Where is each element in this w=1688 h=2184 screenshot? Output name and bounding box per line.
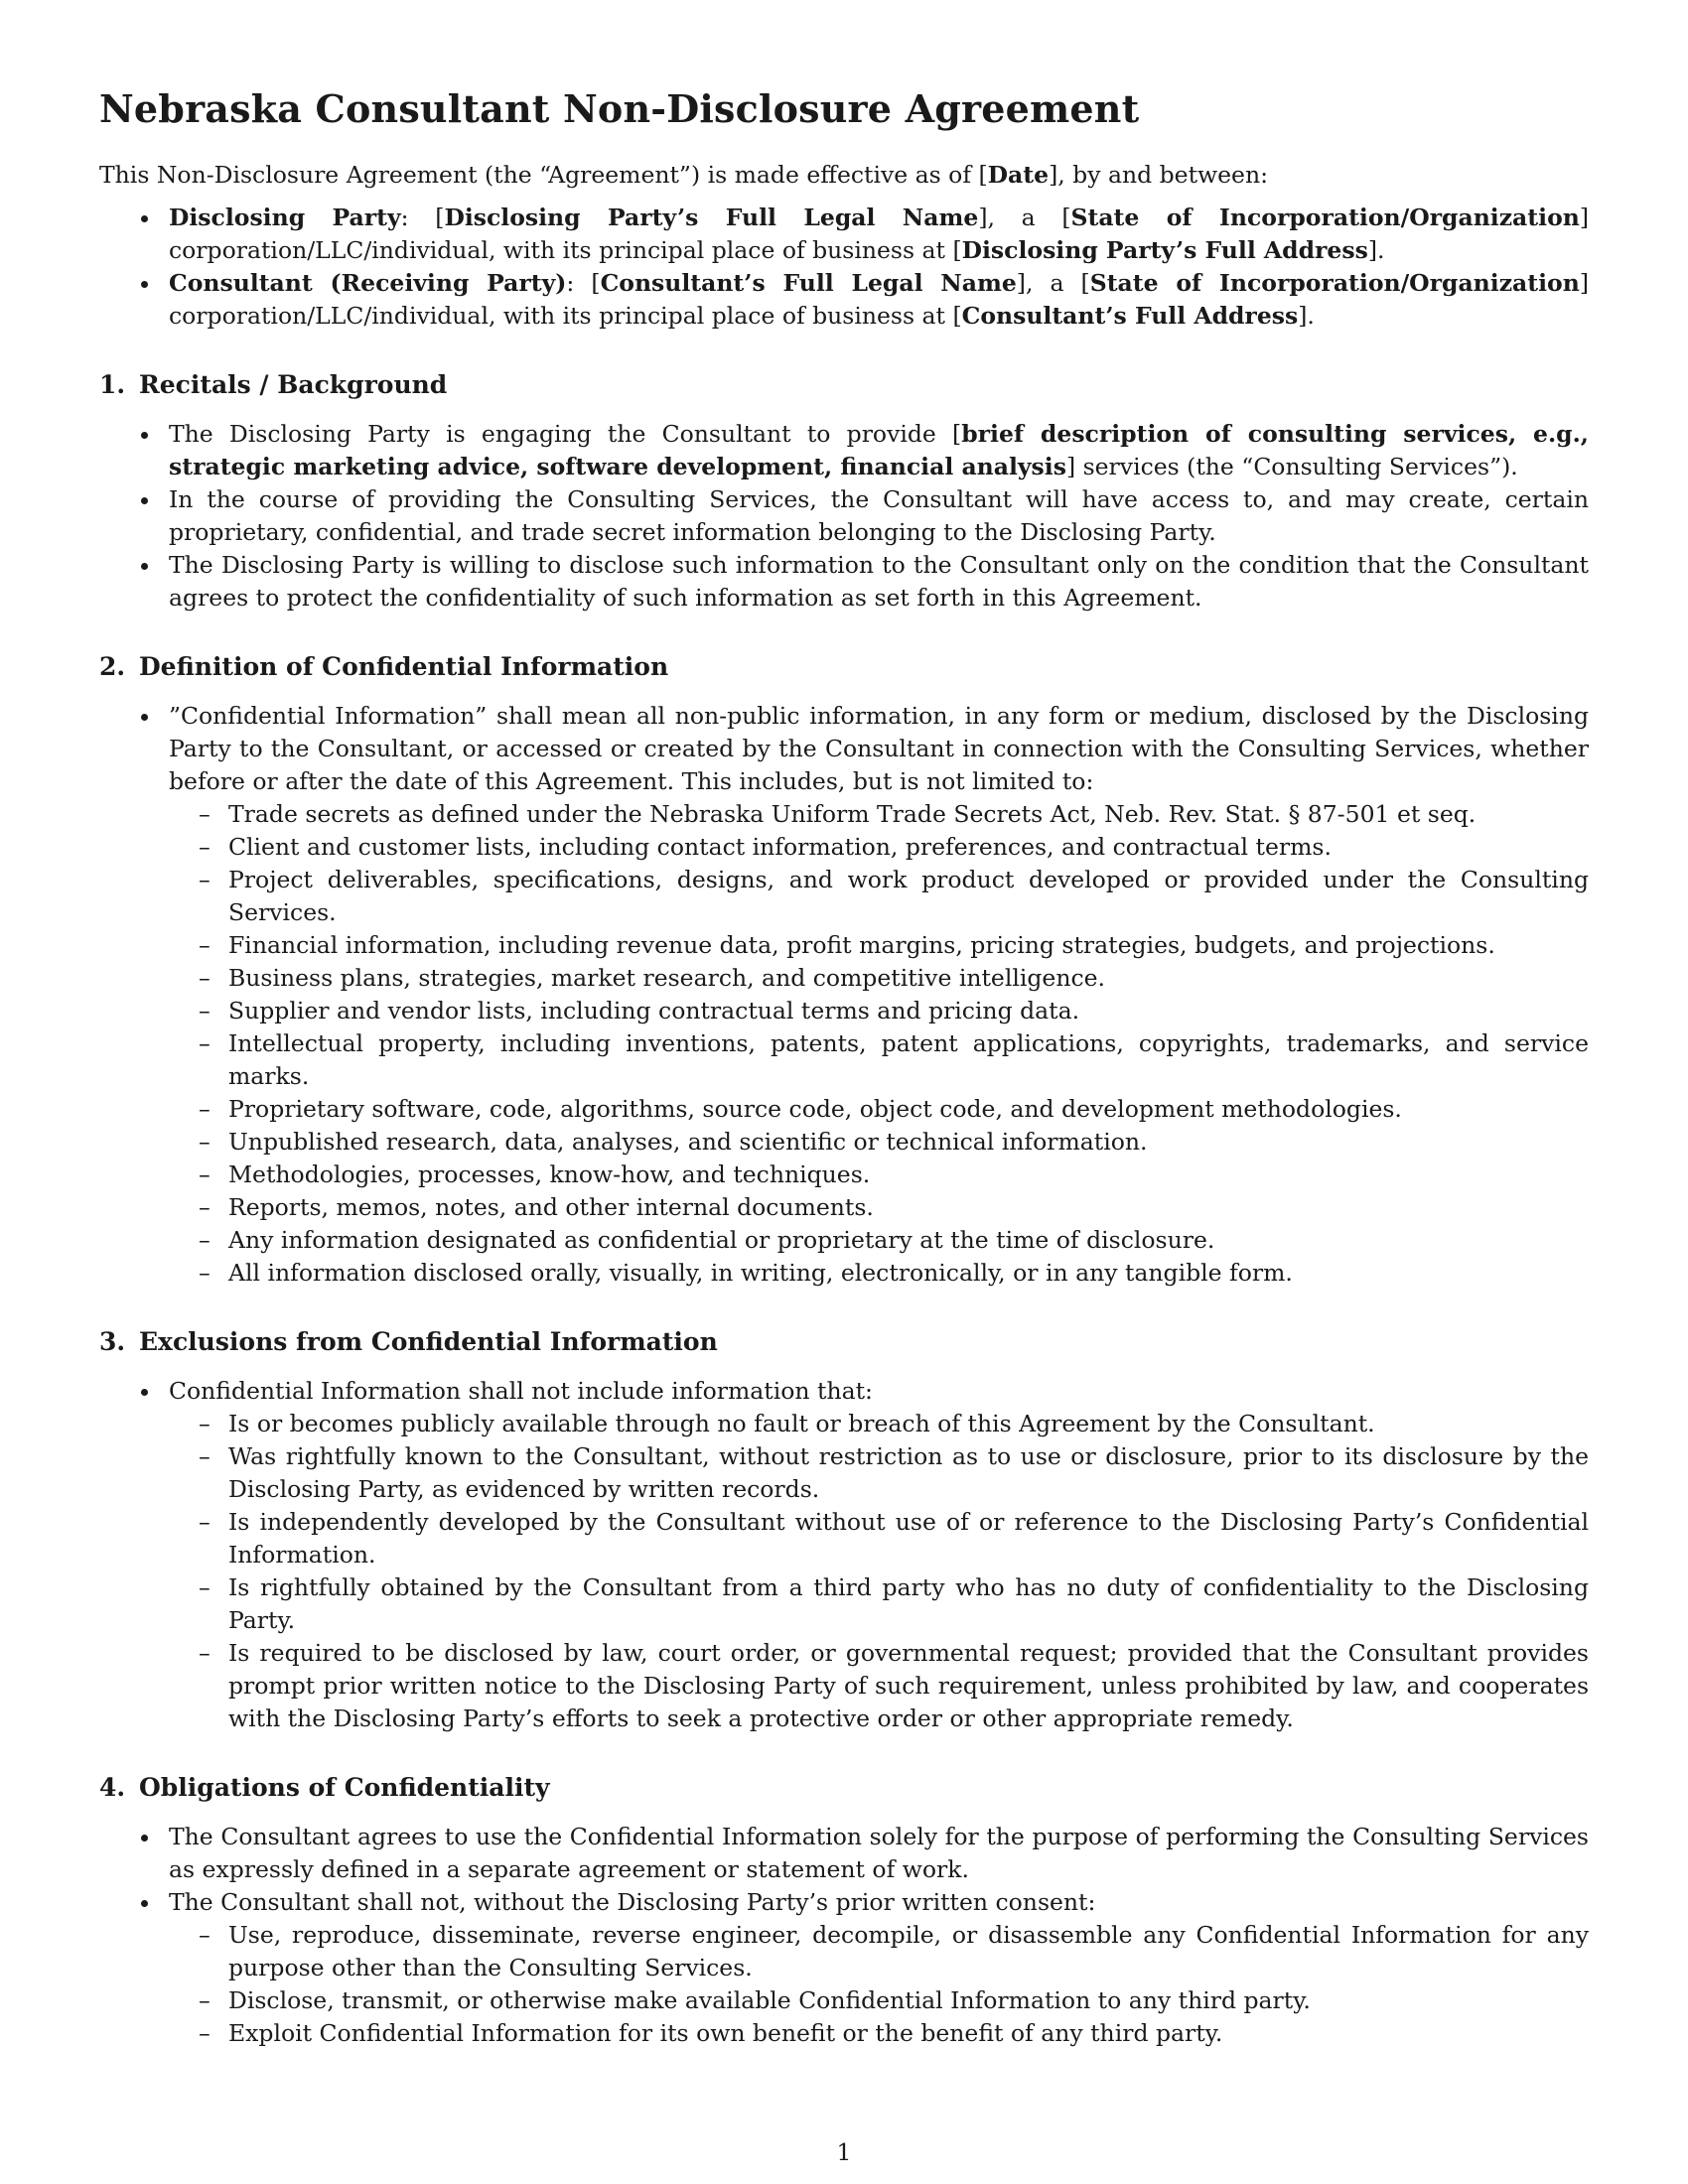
section-heading-exclusions [99, 1325, 1589, 1359]
party-name-placeholder: Consultant’s Full Legal Name [600, 269, 1017, 297]
list-item: In the course of providing the Consulting Services, the Consultant will have access to, and may create, certain proprietary, confidential, and trade secret information belonging to the Disclosing Party. [99, 483, 1589, 549]
party-label: Disclosing Party [169, 204, 401, 231]
sub-list-item: – Proprietary software, code, algorithms, source code, object code, and development methodologies. [169, 1093, 1589, 1126]
document-title: Nebraska Consultant Non-Disclosure Agreement [99, 86, 1140, 131]
party-consultant [99, 267, 1589, 333]
sub-list-item: – Was rightfully known to the Consultant, without restriction as to use or disclosure, prior to its disclosure by the Disclosing Party, as evidenced by written records. [169, 1440, 1589, 1506]
sub-list-item: – Financial information, including revenue data, profit margins, pricing strategies, budgets, and projections. [169, 929, 1589, 962]
intro-text: This Non-Disclosure Agreement (the “Agreement”) is made effective as of [ [99, 161, 988, 189]
list-item [99, 418, 1589, 483]
sub-list-item: – Is required to be disclosed by law, court order, or governmental request; provided that the Consultant provides prompt prior written notice to the Disclosing Party of such requirement, unless prohibited by law, and cooperates with the Disclosing Party’s efforts to seek a protective order or other appropriate remedy. [169, 1637, 1589, 1735]
party-text: : [ [400, 204, 445, 231]
sub-list-item: – Project deliverables, specifications, designs, and work product developed or provided under the Consulting Services. [169, 864, 1589, 929]
item-text: The Disclosing Party is engaging the Consultant to provide [ [169, 420, 962, 448]
obligations-sublist [169, 1919, 1589, 2050]
definition-sublist [169, 798, 1589, 1290]
item-text: ] services (the “Consulting Services”). [1065, 453, 1518, 480]
sub-list-item: – Intellectual property, including inventions, patents, patent applications, copyrights, trademarks, and service marks. [169, 1027, 1589, 1093]
sub-list-item: – Trade secrets as defined under the Nebraska Uniform Trade Secrets Act, Neb. Rev. Stat. § 87-501 et seq. [169, 798, 1589, 831]
sub-list-item: – Supplier and vendor lists, including contractual terms and pricing data. [169, 995, 1589, 1027]
section-heading-recitals [99, 368, 1589, 402]
party-text: ], a [ [978, 204, 1071, 231]
sub-list-item: – Reports, memos, notes, and other internal documents. [169, 1191, 1589, 1224]
section-title: Obligations of Confidentiality [139, 1773, 550, 1802]
party-text: : [ [566, 269, 601, 297]
list-item: The Consultant agrees to use the Confidential Information solely for the purpose of performing the Consulting Services as expressly defined in a separate agreement or statement of work. [99, 1821, 1589, 1886]
party-text: ]. [1298, 302, 1315, 330]
sub-list-item: – Exploit Confidential Information for its own benefit or the benefit of any third party. [169, 2017, 1589, 2050]
sub-list-item: – Business plans, strategies, market research, and competitive intelligence. [169, 962, 1589, 995]
section-title: Exclusions from Confidential Information [139, 1327, 718, 1356]
recitals-list [99, 418, 1589, 614]
section-title: Recitals / Background [139, 370, 448, 399]
definition-lead: ”Confidential Information” shall mean all non-public information, in any form or medium, disclosed by the Disclosing Party to the Consultant, or accessed or created by the Consultant in connection with the Consulting Services, whether before or after the date of this Agreement. This includes, but is not limited to: [169, 702, 1589, 795]
sub-list-item: – All information disclosed orally, visually, in writing, electronically, or in any tangible form. [169, 1257, 1589, 1290]
section-number: 4. [99, 1773, 126, 1802]
section-number: 2. [99, 652, 126, 681]
list-item: The Disclosing Party is willing to disclose such information to the Consultant only on the condition that the Consultant agrees to protect the confidentiality of such information as set forth in this Agreement. [99, 549, 1589, 614]
sub-list-item: – Any information designated as confidential or proprietary at the time of disclosure. [169, 1224, 1589, 1257]
party-label: Consultant (Receiving Party) [169, 269, 567, 297]
intro-paragraph [99, 159, 1589, 192]
party-text: ]. [1367, 236, 1385, 264]
party-state-placeholder: State of Incorporation/Organization [1070, 204, 1580, 231]
list-item [99, 1886, 1589, 2050]
exclusions-lead: Confidential Information shall not include information that: [169, 1377, 873, 1405]
exclusions-sublist [169, 1408, 1589, 1735]
section-heading-obligations [99, 1771, 1589, 1805]
party-state-placeholder: State of Incorporation/Organization [1089, 269, 1580, 297]
sub-list-item: – Use, reproduce, disseminate, reverse engineer, decompile, or disassemble any Confidential Information for any purpose other than the Consulting Services. [169, 1919, 1589, 1984]
party-text: ] corporation/LLC/individual, with its principal place of business at [ [169, 204, 1589, 264]
exclusions-list [99, 1375, 1589, 1735]
sub-list-item: – Is rightfully obtained by the Consultant from a third party who has no duty of confidentiality to the Disclosing Party. [169, 1571, 1589, 1637]
parties-list [99, 202, 1589, 333]
sub-list-item: – Unpublished research, data, analyses, and scientific or technical information. [169, 1126, 1589, 1159]
section-heading-definition [99, 650, 1589, 684]
party-disclosing [99, 202, 1589, 267]
date-placeholder: Date [987, 161, 1050, 189]
sub-list-item: – Is or becomes publicly available through no fault or breach of this Agreement by the Consultant. [169, 1408, 1589, 1440]
sub-list-item: – Disclose, transmit, or otherwise make available Confidential Information to any third party. [169, 1984, 1589, 2017]
page-number: 1 [836, 2138, 852, 2166]
obligations-lead: The Consultant shall not, without the Disclosing Party’s prior written consent: [169, 1888, 1096, 1916]
section-title: Definition of Confidential Information [139, 652, 669, 681]
party-address-placeholder: Consultant’s Full Address [961, 302, 1299, 330]
obligations-list [99, 1821, 1589, 2050]
definition-list [99, 700, 1589, 1290]
section-number: 3. [99, 1327, 126, 1356]
sub-list-item: – Client and customer lists, including contact information, preferences, and contractual terms. [169, 831, 1589, 864]
section-number: 1. [99, 370, 126, 399]
sub-list-item: – Methodologies, processes, know-how, and techniques. [169, 1159, 1589, 1191]
party-text: ] corporation/LLC/individual, with its principal place of business at [ [169, 269, 1589, 330]
intro-text-end: ], by and between: [1049, 161, 1269, 189]
sub-list-item: – Is independently developed by the Consultant without use of or reference to the Disclosing Party’s Confidential Information. [169, 1506, 1589, 1571]
list-item [99, 1375, 1589, 1735]
party-text: ], a [ [1016, 269, 1090, 297]
party-name-placeholder: Disclosing Party’s Full Legal Name [444, 204, 979, 231]
party-address-placeholder: Disclosing Party’s Full Address [961, 236, 1368, 264]
document-body [99, 85, 1589, 2050]
services-placeholder: brief description of consulting services, e.g., strategic marketing advice, software development, financial analysis [169, 420, 1589, 480]
list-item [99, 700, 1589, 1290]
